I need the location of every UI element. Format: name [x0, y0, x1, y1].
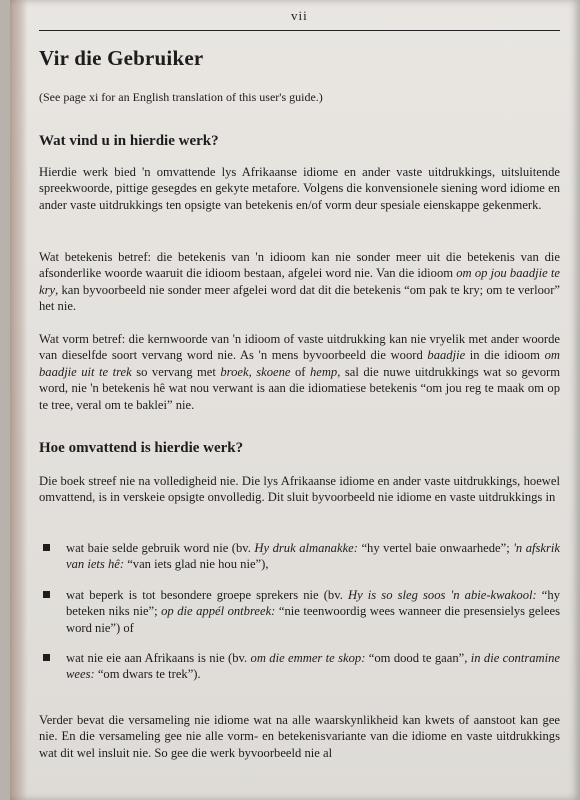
- translation-note: (See page xi for an English translation of this user's guide.): [39, 90, 323, 104]
- square-bullet-icon: [43, 591, 50, 598]
- page-title: Vir die Gebruiker: [39, 46, 204, 70]
- page-number: vii: [291, 8, 308, 23]
- section-heading-scope: Hoe omvattend is hierdie werk?: [39, 440, 244, 456]
- exclusion-list: [39, 540, 560, 697]
- paragraph-meaning: Wat betekenis betref: die betekenis van 'n idioom kan nie sonder meer uit die betekenis van die afsonderlike woorde waaruit die idioom bestaan, afgelei word nie. Van die idioom om op jou baadjie te kry, kan byvoorbeeld nie sonder meer afgelei word dat dit die betekenis “om pak te kry; om te verloor” het nie.: [39, 250, 560, 314]
- paragraph-scope: Die boek streef nie na volledigheid nie. Die lys Afrikaanse idiome en ander vaste uitdrukkings, hoewel omvattend, is in verskeie opsigte onvolledig. Dit sluit byvoorbeeld nie idiome en vaste uitdrukkings in: [39, 474, 560, 505]
- header-rule: [39, 30, 560, 31]
- section-heading-what: Wat vind u in hierdie werk?: [39, 133, 219, 149]
- list-item: wat nie eie aan Afrikaans is nie (bv. om die emmer te skop: “om dood te gaan”, in die contramine wees: “om dwars te trek”).: [39, 650, 560, 683]
- square-bullet-icon: [43, 654, 50, 661]
- paragraph-form: Wat vorm betref: die kernwoorde van 'n idioom of vaste uitdrukking kan nie vryelik met ander woorde van dieselfde soort vervang word nie. As 'n mens byvoorbeeld die woord baadjie in die idioom om baadjie uit te trek so vervang met broek, skoene of hemp, sal die nuwe uitdrukkings wat so gevorm word, nie 'n betekenis hê wat nou verwant is aan die idiomatiese betekenis “om jou reg te maak om op te tree, veral om te baklei” nie.: [39, 332, 560, 412]
- list-item: wat baie selde gebruik word nie (bv. Hy druk almanakke: “hy vertel baie onwaarhede”; 'n afskrik van iets hê: “van iets glad nie hou nie”),: [39, 540, 560, 573]
- paragraph-further: Verder bevat die versameling nie idiome wat na alle waarskynlikheid kan kwets of aanstoot kan gee nie. En die versameling gee nie alle vorm- en betekenisvariante van die idiome en vaste uitdrukkings wat dit wel insluit nie. So gee die werk byvoorbeeld nie al: [39, 713, 560, 760]
- square-bullet-icon: [43, 544, 50, 551]
- page-spine-shadow: [10, 0, 28, 800]
- paragraph-intro: Hierdie werk bied 'n omvattende lys Afrikaanse idiome en ander vaste uitdrukkings, uitsluitende spreekwoorde, pittige gesegdes en gekyte metafore. Volgens die konvensionele siening word idiome en ander vaste uitdrukkings ten opsigte van betekenis en/of vorm deur spesiale eienskappe gekenmerk.: [39, 165, 560, 212]
- list-item: wat beperk is tot besondere groepe sprekers nie (bv. Hy is so sleg soos 'n abie-kwakool: “hy beteken niks nie”; op die appél ontbreek: “nie teenwoordig wees wanneer die presensielys gelees word nie”) of: [39, 587, 560, 636]
- book-page: [10, 0, 580, 800]
